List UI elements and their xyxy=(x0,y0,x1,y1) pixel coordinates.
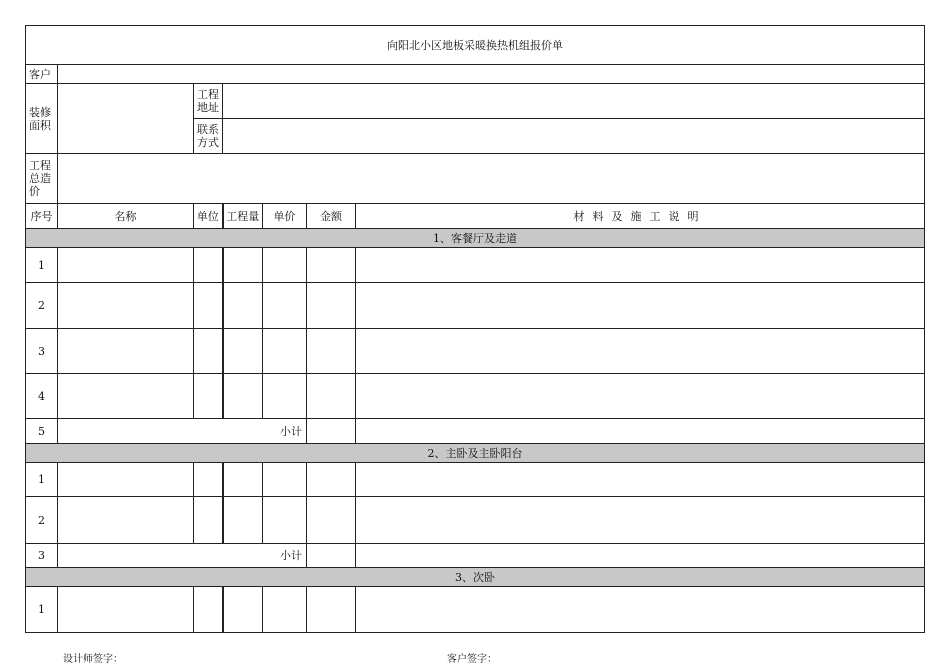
amount-cell[interactable] xyxy=(307,463,356,497)
column-header-row xyxy=(26,204,925,229)
unit-cell[interactable] xyxy=(194,463,223,497)
col-seq-header: 序号 xyxy=(26,204,58,229)
table-row xyxy=(26,463,925,497)
row-number: 1 xyxy=(26,248,58,283)
quantity-cell[interactable] xyxy=(223,463,263,497)
col-unit-header: 单位 xyxy=(194,204,223,229)
subtotal-amount-cell[interactable] xyxy=(307,419,356,444)
quantity-cell[interactable] xyxy=(223,329,263,374)
quantity-cell[interactable] xyxy=(223,248,263,283)
subtotal-row xyxy=(26,544,925,568)
row-number: 1 xyxy=(26,587,58,633)
address-field[interactable] xyxy=(223,84,925,119)
contact-field[interactable] xyxy=(223,119,925,154)
name-cell[interactable] xyxy=(58,248,194,283)
name-cell[interactable] xyxy=(58,329,194,374)
quantity-cell[interactable] xyxy=(223,374,263,419)
amount-cell[interactable] xyxy=(307,497,356,544)
amount-cell[interactable] xyxy=(307,329,356,374)
subtotal-label: 小计 xyxy=(58,544,307,568)
description-cell[interactable] xyxy=(356,248,925,283)
description-cell[interactable] xyxy=(356,419,925,444)
row-number: 3 xyxy=(26,329,58,374)
description-cell[interactable] xyxy=(356,329,925,374)
unit-cell[interactable] xyxy=(194,374,223,419)
name-cell[interactable] xyxy=(58,497,194,544)
unit-cell[interactable] xyxy=(194,329,223,374)
col-description-header: 材料及施工说明 xyxy=(356,204,925,229)
customer-field[interactable] xyxy=(58,65,925,84)
table-row xyxy=(26,329,925,374)
description-cell[interactable] xyxy=(356,374,925,419)
col-name-header: 名称 xyxy=(58,204,194,229)
col-quantity-header: 工程量 xyxy=(223,204,263,229)
description-cell[interactable] xyxy=(356,463,925,497)
contact-label: 联系方式 xyxy=(194,119,223,154)
area-label: 装修面积 xyxy=(26,84,58,154)
description-cell[interactable] xyxy=(356,497,925,544)
description-cell[interactable] xyxy=(356,587,925,633)
customer-label: 客户 xyxy=(26,65,58,84)
row-number: 5 xyxy=(26,419,58,444)
customer-signature-label: 客户签字： xyxy=(447,654,497,665)
subtotal-row xyxy=(26,419,925,444)
row-number: 3 xyxy=(26,544,58,568)
table-row xyxy=(26,283,925,329)
description-cell[interactable] xyxy=(356,544,925,568)
amount-cell[interactable] xyxy=(307,587,356,633)
unit-price-cell[interactable] xyxy=(263,497,307,544)
row-number: 4 xyxy=(26,374,58,419)
unit-cell[interactable] xyxy=(194,587,223,633)
unit-cell[interactable] xyxy=(194,283,223,329)
total-field[interactable] xyxy=(58,154,925,204)
quantity-cell[interactable] xyxy=(223,283,263,329)
name-cell[interactable] xyxy=(58,374,194,419)
unit-price-cell[interactable] xyxy=(263,329,307,374)
unit-price-cell[interactable] xyxy=(263,283,307,329)
row-number: 2 xyxy=(26,497,58,544)
section-title: 1、客餐厅及走道 xyxy=(26,229,925,248)
address-label: 工程地址 xyxy=(194,84,223,119)
unit-price-cell[interactable] xyxy=(263,248,307,283)
total-label: 工程总造价 xyxy=(26,154,58,204)
quote-sheet xyxy=(25,25,925,633)
amount-cell[interactable] xyxy=(307,374,356,419)
row-number: 1 xyxy=(26,463,58,497)
table-row xyxy=(26,497,925,544)
table-row xyxy=(26,587,925,633)
unit-price-cell[interactable] xyxy=(263,587,307,633)
section-title: 3、次卧 xyxy=(26,568,925,587)
table-row xyxy=(26,248,925,283)
row-number: 2 xyxy=(26,283,58,329)
unit-price-cell[interactable] xyxy=(263,374,307,419)
unit-price-cell[interactable] xyxy=(263,463,307,497)
sheet-title: 向阳北小区地板采暖换热机组报价单 xyxy=(26,26,925,65)
quantity-cell[interactable] xyxy=(223,587,263,633)
name-cell[interactable] xyxy=(58,463,194,497)
amount-cell[interactable] xyxy=(307,283,356,329)
table-row xyxy=(26,374,925,419)
col-unit-price-header: 单价 xyxy=(263,204,307,229)
section-title: 2、主卧及主卧阳台 xyxy=(26,444,925,463)
description-cell[interactable] xyxy=(356,283,925,329)
area-field[interactable] xyxy=(58,84,194,154)
amount-cell[interactable] xyxy=(307,248,356,283)
unit-cell[interactable] xyxy=(194,497,223,544)
name-cell[interactable] xyxy=(58,587,194,633)
unit-cell[interactable] xyxy=(194,248,223,283)
name-cell[interactable] xyxy=(58,283,194,329)
designer-signature-label: 设计师签字： xyxy=(63,654,123,665)
col-amount-header: 金额 xyxy=(307,204,356,229)
subtotal-amount-cell[interactable] xyxy=(307,544,356,568)
subtotal-label: 小计 xyxy=(58,419,307,444)
quantity-cell[interactable] xyxy=(223,497,263,544)
